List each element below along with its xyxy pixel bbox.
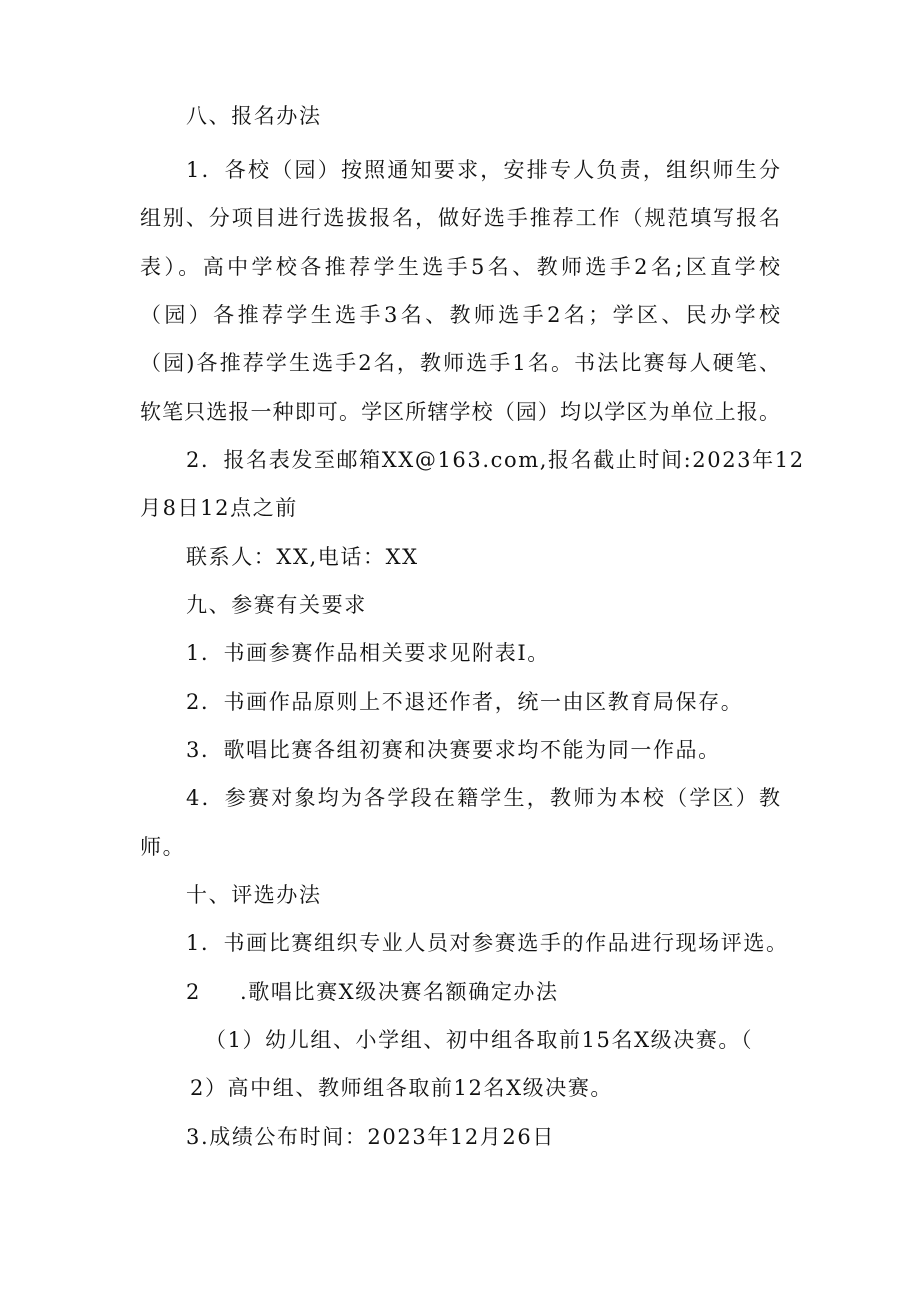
section-9-item-3: 3．歌唱比赛各组初赛和决赛要求均不能为同一作品。 [186, 738, 721, 762]
section-10-sub-line-2: 2）高中组、教师组各取前12名X级决赛。 [190, 1076, 614, 1100]
section-9-item-1: 1．书画参赛作品相关要求见附表I。 [186, 641, 550, 665]
section-8-item-1-line-4: （园）各推荐学生选手3名、教师选手2名；学区、民办学校 [140, 303, 780, 327]
section-8-item-1-line-5: （园)各推荐学生选手2名，教师选手1名。书法比赛每人硬笔、 [140, 351, 780, 375]
section-10-item-2-text: .歌唱比赛X级决赛名额确定办法 [240, 980, 559, 1004]
section-8-item-2-line-2: 月8日12点之前 [140, 496, 298, 520]
section-8-item-1-line-3: 表）。高中学校各推荐学生选手5名、教师选手2名;区直学校 [140, 255, 780, 279]
section-10-item-3: 3.成绩公布时间：2023年12月26日 [186, 1125, 555, 1149]
section-10-item-2-number: 2 [186, 980, 201, 1004]
section-10-sub-line-1: （1）幼儿组、小学组、初中组各取前15名X级决赛。（ [205, 1028, 754, 1052]
section-9-heading: 九、参赛有关要求 [186, 593, 367, 617]
section-9-item-2: 2．书画作品原则上不退还作者，统一由区教育局保存。 [186, 690, 744, 714]
contact-line: 联系人：XX,电话：XX [186, 545, 419, 569]
section-10-heading: 十、评选办法 [186, 883, 322, 907]
section-9-item-4-line-1: 4．参赛对象均为各学段在籍学生，教师为本校（学区）教 [186, 786, 780, 810]
section-10-item-1: 1．书画比赛组织专业人员对参赛选手的作品进行现场评选。 [186, 931, 789, 955]
section-8-item-1-line-2: 组别、分项目进行选拔报名，做好选手推荐工作（规范填写报名 [140, 206, 780, 230]
section-8-heading: 八、报名办法 [186, 104, 322, 128]
section-9-item-4-line-2: 师。 [140, 835, 186, 859]
section-8-item-1-line-1: 1．各校（园）按照通知要求，安排专人负责，组织师生分 [186, 158, 780, 182]
section-8-item-2-line-1: 2．报名表发至邮箱XX@163.com,报名截止时间:2023年12 [186, 448, 805, 472]
section-8-item-1-line-6: 软笔只选报一种即可。学区所辖学校（园）均以学区为单位上报。 [140, 400, 780, 424]
